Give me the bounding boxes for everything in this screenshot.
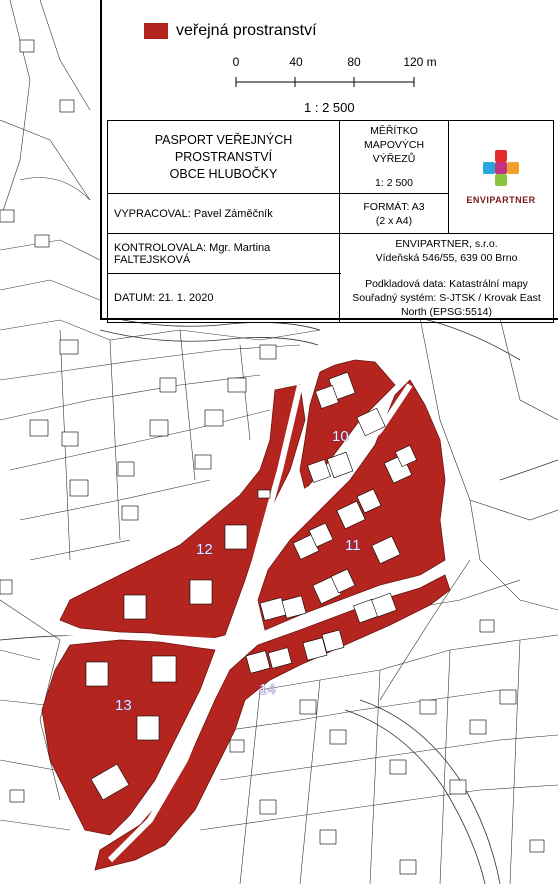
- area-label-14: 14: [259, 681, 276, 698]
- area-label-11: 11: [345, 537, 361, 554]
- scale-tick-40: 40: [289, 55, 303, 69]
- date: DATUM: 21. 1. 2020: [108, 274, 340, 323]
- map-title: PASPORT VEŘEJNÝCH PROSTRANSTVÍ OBCE HLUBOČKY: [108, 121, 340, 194]
- legend-panel: [100, 0, 558, 320]
- legend: [144, 22, 317, 40]
- logo-icon: [481, 150, 521, 188]
- company-info: ENVIPARTNER, s.r.o. Vídeňská 546/55, 639 00 Brno Podkladová data: Katastrální mapy Souřadný systém: S-JTSK / Krovak East North (EPSG:5514): [340, 234, 554, 323]
- legend-swatch: [144, 23, 168, 39]
- company-logo: ENVIPARTNER: [449, 121, 554, 234]
- scale-ratio: 1 : 2 500: [304, 100, 355, 115]
- checked-by: KONTROLOVALA: Mgr. Martina FALTEJSKOVÁ: [108, 234, 340, 274]
- paper-format: FORMÁT: A3 (2 x A4): [340, 194, 449, 234]
- scale-tick-120: 120 m: [403, 55, 437, 69]
- legend-label: veřejná prostranství: [176, 22, 317, 39]
- scale-tick-80: 80: [347, 55, 361, 69]
- area-label-13: 13: [115, 697, 132, 714]
- scale-tick-0: 0: [232, 55, 240, 69]
- area-label-12: 12: [196, 541, 213, 558]
- title-block: [107, 120, 554, 323]
- prepared-by: VYPRACOVAL: Pavel Záměčník: [108, 194, 340, 234]
- area-label-10: 10: [332, 428, 349, 445]
- map-scale-box: MĚŘÍTKO MAPOVÝCH VÝŘEZŮ 1: 2 500: [340, 121, 449, 194]
